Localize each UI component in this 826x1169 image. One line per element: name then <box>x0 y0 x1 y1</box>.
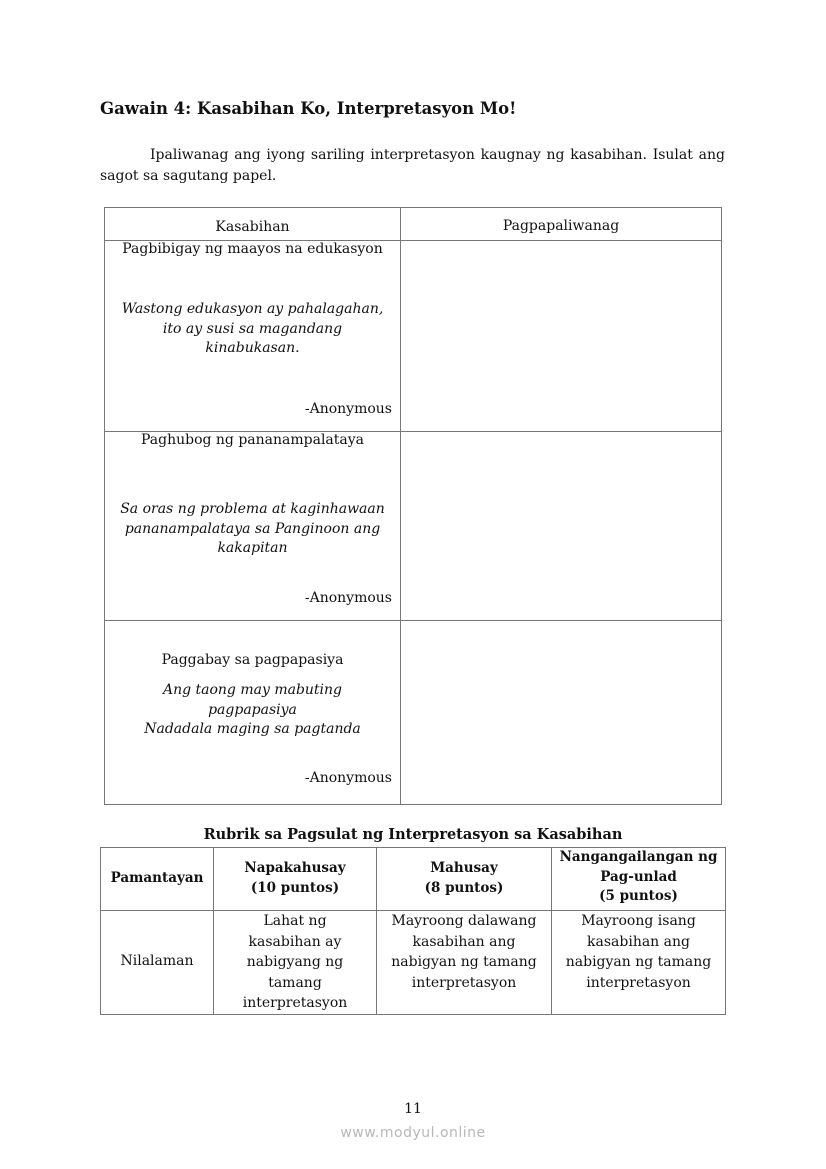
header-kasabihan: Kasabihan <box>215 219 290 235</box>
row1-answer-cell[interactable] <box>401 241 721 431</box>
rubric-title: Rubrik sa Pagsulat ng Interpretasyon sa Kasabihan <box>203 826 623 843</box>
row3-answer-cell[interactable] <box>401 621 721 804</box>
row2-quote: Sa oras ng problema at kaginhawaan pananampalataya sa Panginoon ang kakapitan <box>120 501 385 556</box>
row1-quote: Wastong edukasyon ay pahalagahan, ito ay susi sa magandang kinabukasan. <box>121 301 384 356</box>
row2-answer-cell[interactable] <box>401 432 721 620</box>
rubric-criterion: Nilalaman <box>120 953 194 969</box>
rubric-header-pamantayan: Pamantayan <box>110 870 204 886</box>
rubric-header-mahusay: Mahusay (8 puntos) <box>424 860 504 896</box>
rubric-header-napakahusay: Napakahusay (10 puntos) <box>244 860 346 896</box>
header-pagpapaliwanag: Pagpapaliwanag <box>502 218 620 234</box>
row3-topic: Paggabay sa pagpapasiya <box>161 652 344 668</box>
rubric-cell-nangangailangan: Mayroong isang kasabihan ang nabigyan ng tamang interpretasyon <box>565 913 712 991</box>
rubric-header-nangangailangan: Nangangailangan ng Pag-unlad (5 puntos) <box>559 849 718 904</box>
row1-author: -Anonymous <box>304 401 392 417</box>
row1-topic: Pagbibigay ng maayos na edukasyon <box>122 241 383 257</box>
activity-title: Gawain 4: Kasabihan Ko, Interpretasyon Mo! <box>100 99 517 118</box>
row2-topic: Paghubog ng pananampalataya <box>140 432 365 448</box>
row3-author: -Anonymous <box>304 770 392 786</box>
page-number: 11 <box>404 1101 422 1117</box>
row3-quote: Ang taong may mabuting pagpapasiya Nadadala maging sa pagtanda <box>144 682 361 737</box>
row2-author: -Anonymous <box>304 590 392 606</box>
watermark: www.modyul.online <box>340 1125 486 1141</box>
rubric-cell-mahusay: Mayroong dalawang kasabihan ang nabigyan ng tamang interpretasyon <box>391 913 537 991</box>
rubric-cell-napakahusay: Lahat ng kasabihan ay nabigyang ng tamang interpretasyon <box>242 913 348 1011</box>
instructions: Ipaliwanag ang iyong sariling interpretasyon kaugnay ng kasabihan. Isulat ang sagot sa sagutang papel. <box>100 147 725 184</box>
